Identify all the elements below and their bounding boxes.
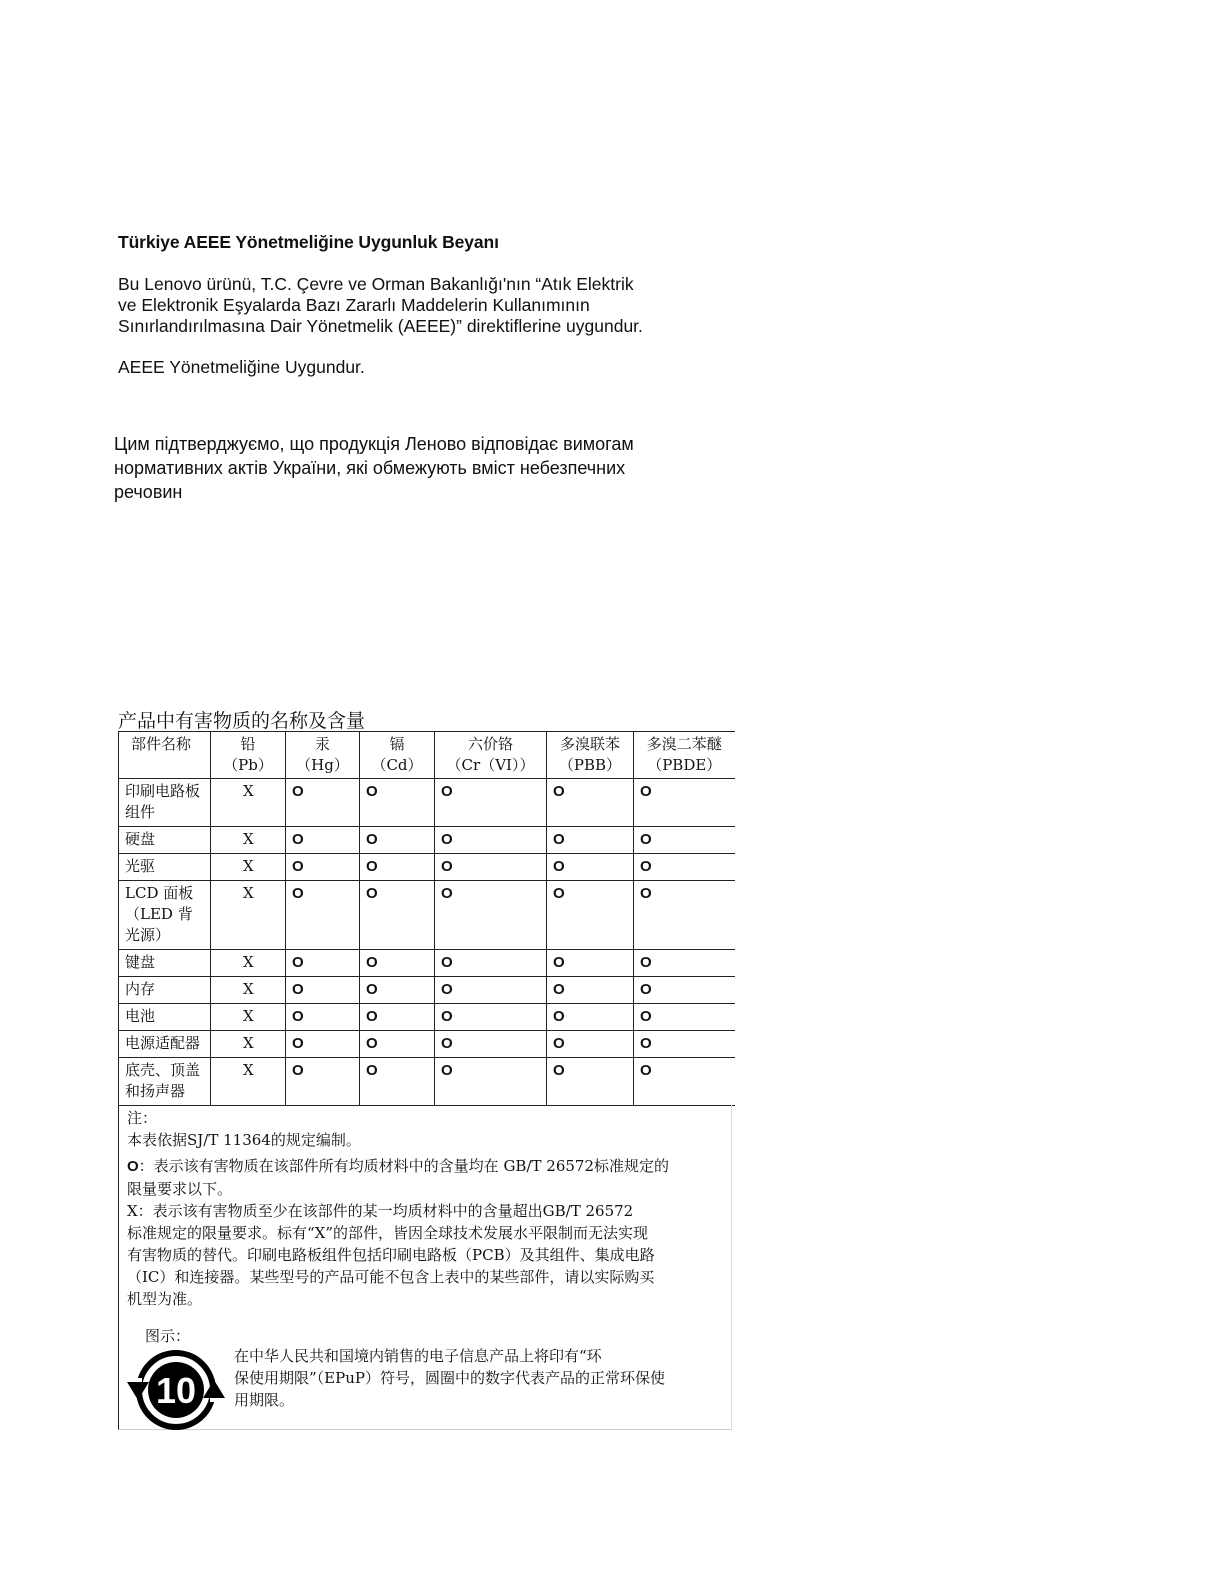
ukraine-paragraph-line: нормативних актів України, які обмежують вміст небезпечних xyxy=(114,458,626,478)
row-part-name: 内存 xyxy=(119,977,211,1004)
cell-value: O xyxy=(634,881,735,950)
cell-value: O xyxy=(435,977,547,1004)
row-part-name: 印刷电路板组件 xyxy=(119,779,211,827)
turkish-paragraph-line: Sınırlandırılmasına Dair Yönetmelik (AEEE)” direktiflerine uygundur. xyxy=(118,316,643,336)
header-symbol: （Cd） xyxy=(371,756,423,774)
notes-x-line: 机型为准。 xyxy=(127,1290,203,1308)
row-part-name: 电池 xyxy=(119,1004,211,1031)
table-row xyxy=(119,854,735,881)
row-part-name: 键盘 xyxy=(119,950,211,977)
cell-value: O xyxy=(547,854,634,881)
header-label: 部件名称 xyxy=(131,735,192,753)
turkish-conformity-statement: AEEE Yönetmeliğine Uygundur. xyxy=(118,357,365,377)
legend-description-line: 用期限。 xyxy=(234,1391,295,1409)
header-pbde xyxy=(634,732,735,779)
cell-value: O xyxy=(435,1058,547,1106)
header-symbol: （Cr（VI）） xyxy=(446,756,535,774)
header-lead xyxy=(211,732,286,779)
header-cadmium xyxy=(360,732,435,779)
header-label: 镉 xyxy=(389,735,405,753)
header-label: 多溴二苯醚 xyxy=(646,735,722,753)
cell-value: O xyxy=(435,827,547,854)
cell-value: X xyxy=(211,1004,286,1031)
cell-value: X xyxy=(211,779,286,827)
cell-value: O xyxy=(286,1031,360,1058)
legend-description xyxy=(234,1345,734,1411)
header-symbol: （Hg） xyxy=(296,756,349,774)
legend-label: 图示： xyxy=(145,1327,191,1345)
cell-value: O xyxy=(360,1058,435,1106)
cell-value: O xyxy=(547,1004,634,1031)
notes-x-line: 标准规定的限量要求。标有“X”的部件，皆因全球技术发展水平限制而无法实现 xyxy=(127,1224,649,1242)
header-symbol: （Pb） xyxy=(223,756,273,774)
cell-value: O xyxy=(547,779,634,827)
legend-description-line: 在中华人民共和国境内销售的电子信息产品上将印有“环 xyxy=(234,1347,602,1365)
table-row xyxy=(119,1031,735,1058)
cell-value: O xyxy=(360,977,435,1004)
hazard-substance-table xyxy=(118,731,735,1106)
cell-value: O xyxy=(547,827,634,854)
cell-value: O xyxy=(634,827,735,854)
cell-value: X xyxy=(211,854,286,881)
cell-value: O xyxy=(360,1004,435,1031)
o-mark: O xyxy=(127,1158,139,1175)
cell-value: O xyxy=(360,854,435,881)
table-header-row xyxy=(119,732,735,779)
notes-x-line: 有害物质的替代。印刷电路板组件包括印刷电路板（PCB）及其组件、集成电路 xyxy=(127,1246,655,1264)
table-row xyxy=(119,950,735,977)
cell-value: O xyxy=(634,779,735,827)
cell-value: O xyxy=(547,950,634,977)
epup-number: 10 xyxy=(155,1370,197,1411)
epup-10-year-logo-icon xyxy=(126,1348,226,1432)
table-row xyxy=(119,779,735,827)
header-mercury xyxy=(286,732,360,779)
cell-value: O xyxy=(435,1031,547,1058)
table-row xyxy=(119,827,735,854)
legend-description-line: 保使用期限”（EPuP）符号，圆圈中的数字代表产品的正常环保使 xyxy=(234,1369,665,1387)
row-part-name: LCD 面板（LED 背光源） xyxy=(119,881,211,950)
table-row xyxy=(119,1058,735,1106)
cell-value: O xyxy=(286,1004,360,1031)
turkish-paragraph xyxy=(118,274,738,337)
ukraine-paragraph xyxy=(114,432,754,504)
cell-value: O xyxy=(547,1031,634,1058)
notes-o-definition xyxy=(127,1155,731,1178)
table-row xyxy=(119,977,735,1004)
row-part-name: 电源适配器 xyxy=(119,1031,211,1058)
row-part-name: 底壳、顶盖和扬声器 xyxy=(119,1058,211,1106)
cell-value: O xyxy=(360,827,435,854)
cell-value: O xyxy=(634,1058,735,1106)
cell-value: O xyxy=(360,881,435,950)
cell-value: O xyxy=(435,950,547,977)
notes-o-line: 限量要求以下。 xyxy=(127,1180,233,1198)
row-part-name: 硬盘 xyxy=(119,827,211,854)
header-label: 铅 xyxy=(240,735,256,753)
cell-value: X xyxy=(211,1058,286,1106)
header-symbol: （PBDE） xyxy=(647,756,722,774)
notes-o-text: ：表示该有害物质在该部件所有均质材料中的含量均在 GB/T 26572标准规定的 xyxy=(138,1157,669,1175)
cell-value: O xyxy=(286,881,360,950)
header-symbol: （PBB） xyxy=(558,756,622,774)
cell-value: O xyxy=(286,854,360,881)
header-label: 汞 xyxy=(314,735,330,753)
ukraine-paragraph-line: речовин xyxy=(114,482,183,502)
cell-value: X xyxy=(211,950,286,977)
cell-value: X xyxy=(211,977,286,1004)
cell-value: X xyxy=(211,827,286,854)
cell-value: O xyxy=(360,1031,435,1058)
cell-value: O xyxy=(360,950,435,977)
notes-label: 注： xyxy=(127,1109,158,1127)
cell-value: O xyxy=(634,854,735,881)
cell-value: O xyxy=(435,779,547,827)
table-row xyxy=(119,881,735,950)
cell-value: O xyxy=(435,854,547,881)
turkish-heading: Türkiye AEEE Yönetmeliğine Uygunluk Beyanı xyxy=(118,232,499,252)
cell-value: X xyxy=(211,881,286,950)
row-part-name: 光驱 xyxy=(119,854,211,881)
cell-value: O xyxy=(286,779,360,827)
header-pbb xyxy=(547,732,634,779)
cell-value: O xyxy=(547,977,634,1004)
cell-value: O xyxy=(634,1031,735,1058)
header-label: 六价铬 xyxy=(467,735,513,753)
cell-value: O xyxy=(634,1004,735,1031)
cell-value: O xyxy=(435,881,547,950)
notes-x-line: X：表示该有害物质至少在该部件的某一均质材料中的含量超出GB/T 26572 xyxy=(127,1202,634,1220)
cell-value: O xyxy=(360,779,435,827)
notes-x-line: （IC）和连接器。某些型号的产品可能不包含上表中的某些部件，请以实际购买 xyxy=(127,1268,655,1286)
header-chromium xyxy=(435,732,547,779)
header-label: 多溴联苯 xyxy=(559,735,620,753)
cell-value: O xyxy=(634,977,735,1004)
header-part-name xyxy=(119,732,211,779)
turkish-paragraph-line: Bu Lenovo ürünü, T.C. Çevre ve Orman Bakanlığı'nın “Atık Elektrik xyxy=(118,274,634,294)
cell-value: O xyxy=(286,950,360,977)
cell-value: O xyxy=(286,1058,360,1106)
cell-value: O xyxy=(634,950,735,977)
notes-source-line: 本表依据SJ/T 11364的规定编制。 xyxy=(127,1131,361,1149)
cell-value: O xyxy=(435,1004,547,1031)
cell-value: O xyxy=(286,827,360,854)
turkish-paragraph-line: ve Elektronik Eşyalarda Bazı Zararlı Maddelerin Kullanımının xyxy=(118,295,590,315)
hazard-table-title: 产品中有害物质的名称及含量 xyxy=(118,710,366,732)
cell-value: O xyxy=(547,881,634,950)
table-row xyxy=(119,1004,735,1031)
ukraine-paragraph-line: Цим підтверджуємо, що продукція Леново відповідає вимогам xyxy=(114,434,634,454)
cell-value: O xyxy=(547,1058,634,1106)
cell-value: X xyxy=(211,1031,286,1058)
cell-value: O xyxy=(286,977,360,1004)
